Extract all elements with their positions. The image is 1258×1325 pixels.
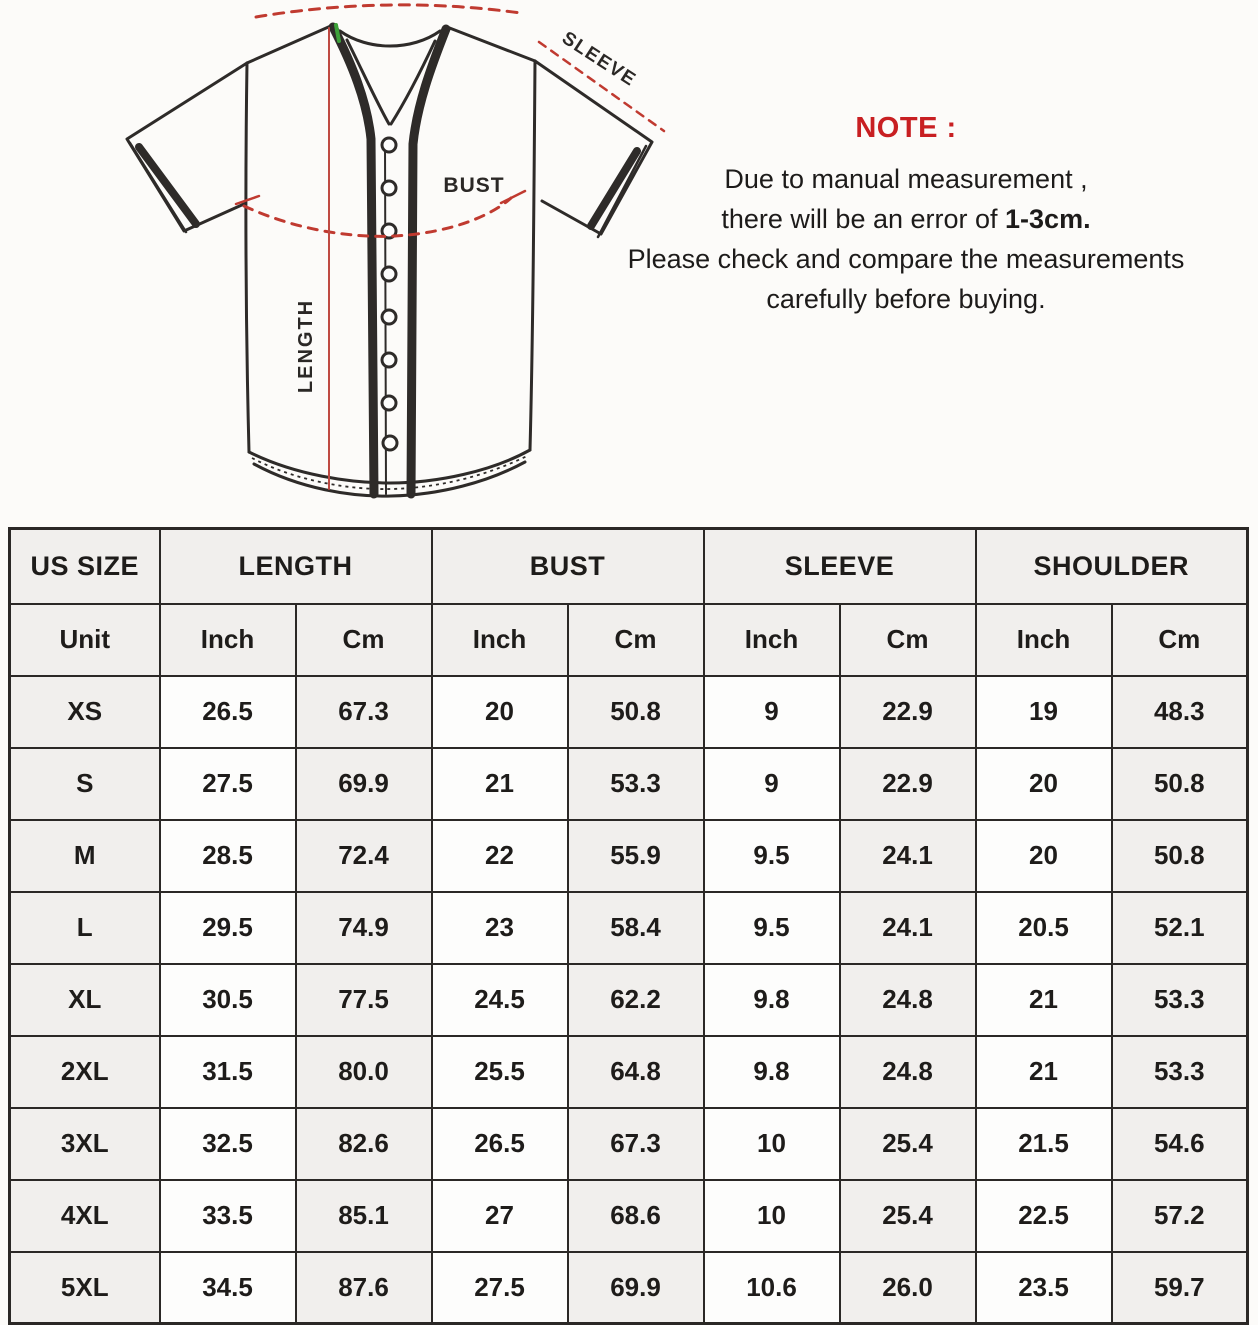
button: [382, 396, 396, 410]
sleeve-label: SLEEVE: [558, 27, 640, 92]
header-us-size: US SIZE: [10, 529, 160, 604]
size-value: 53.3: [1112, 1036, 1248, 1108]
size-value: 74.9: [296, 892, 432, 964]
size-label: XL: [10, 964, 160, 1036]
size-table-body: [10, 676, 1248, 1324]
placket-right-piping: [411, 29, 446, 494]
size-label: XS: [10, 676, 160, 748]
back-collar: [340, 31, 440, 46]
size-value: 58.4: [568, 892, 704, 964]
size-value: 9: [704, 748, 840, 820]
left-cuff-thick-stripe: [139, 147, 196, 224]
size-row-3XL: [10, 1108, 1248, 1180]
shoulder-measure-arc: [256, 5, 521, 17]
size-value: 9.5: [704, 892, 840, 964]
size-value: 57.2: [1112, 1180, 1248, 1252]
note-line-3: Please check and compare the measurements: [627, 244, 1185, 274]
size-value: 33.5: [160, 1180, 296, 1252]
size-value: 24.5: [432, 964, 568, 1036]
note-line-2-emphasis: 1-3cm.: [1005, 204, 1091, 234]
size-value: 54.6: [1112, 1108, 1248, 1180]
size-value: 25.4: [840, 1108, 976, 1180]
button: [382, 353, 396, 367]
note-title: NOTE :: [855, 112, 957, 144]
size-label: 3XL: [10, 1108, 160, 1180]
table-unit-row: [10, 604, 1248, 676]
size-row-M: [10, 820, 1248, 892]
size-value: 22.9: [840, 676, 976, 748]
size-value: 24.1: [840, 820, 976, 892]
left-side-seam: [246, 63, 249, 452]
size-value: 50.8: [568, 676, 704, 748]
right-side-seam: [530, 61, 535, 450]
size-value: 20: [976, 820, 1112, 892]
bust-label: BUST: [443, 174, 505, 197]
button: [382, 267, 396, 281]
size-value: 32.5: [160, 1108, 296, 1180]
left-cuff-thin-stripe: [130, 143, 186, 232]
size-value: 26.5: [432, 1108, 568, 1180]
size-value: 67.3: [568, 1108, 704, 1180]
size-value: 31.5: [160, 1036, 296, 1108]
size-value: 20: [432, 676, 568, 748]
size-value: 10: [704, 1108, 840, 1180]
size-value: 21: [976, 964, 1112, 1036]
size-value: 21: [976, 1036, 1112, 1108]
size-value: 80.0: [296, 1036, 432, 1108]
size-value: 22: [432, 820, 568, 892]
size-value: 48.3: [1112, 676, 1248, 748]
button: [382, 181, 396, 195]
size-value: 87.6: [296, 1252, 432, 1324]
size-value: 23: [432, 892, 568, 964]
size-row-L: [10, 892, 1248, 964]
size-value: 23.5: [976, 1252, 1112, 1324]
size-value: 27: [432, 1180, 568, 1252]
unit-inch: Inch: [976, 604, 1112, 676]
size-label: 2XL: [10, 1036, 160, 1108]
size-value: 59.7: [1112, 1252, 1248, 1324]
placket-left-piping: [333, 27, 374, 494]
size-value: 10: [704, 1180, 840, 1252]
size-value: 72.4: [296, 820, 432, 892]
size-value: 52.1: [1112, 892, 1248, 964]
length-label: LENGTH: [295, 298, 317, 394]
size-value: 27.5: [432, 1252, 568, 1324]
size-value: 24.8: [840, 964, 976, 1036]
size-row-XS: [10, 676, 1248, 748]
size-value: 22.9: [840, 748, 976, 820]
left-shoulder-seam: [247, 25, 333, 63]
placket-buttons: [382, 138, 397, 450]
size-value: 82.6: [296, 1108, 432, 1180]
size-label: 4XL: [10, 1180, 160, 1252]
size-value: 67.3: [296, 676, 432, 748]
size-value: 10.6: [704, 1252, 840, 1324]
hem-lower: [254, 462, 525, 496]
note-line-4: carefully before buying.: [766, 284, 1046, 314]
button: [383, 436, 397, 450]
unit-cm: Cm: [296, 604, 432, 676]
size-value: 9.5: [704, 820, 840, 892]
size-value: 24.1: [840, 892, 976, 964]
size-value: 77.5: [296, 964, 432, 1036]
size-label: 5XL: [10, 1252, 160, 1324]
size-value: 22.5: [976, 1180, 1112, 1252]
size-value: 19: [976, 676, 1112, 748]
jersey-diagram: [0, 0, 700, 515]
size-value: 26.5: [160, 676, 296, 748]
bust-right-tick: [501, 191, 525, 203]
unit-inch: Inch: [704, 604, 840, 676]
measurement-note: [600, 112, 1212, 319]
size-row-XL: [10, 964, 1248, 1036]
right-shoulder-seam: [447, 27, 535, 61]
size-value: 21: [432, 748, 568, 820]
size-value: 62.2: [568, 964, 704, 1036]
unit-inch: Inch: [432, 604, 568, 676]
size-value: 50.8: [1112, 820, 1248, 892]
unit-cm: Cm: [568, 604, 704, 676]
header-bust: BUST: [432, 529, 704, 604]
size-value: 85.1: [296, 1180, 432, 1252]
size-value: 26.0: [840, 1252, 976, 1324]
size-label: S: [10, 748, 160, 820]
size-value: 28.5: [160, 820, 296, 892]
bust-left-tick: [236, 196, 259, 204]
jersey-trim: [130, 27, 646, 494]
size-row-4XL: [10, 1180, 1248, 1252]
size-value: 24.8: [840, 1036, 976, 1108]
unit-inch: Inch: [160, 604, 296, 676]
size-value: 25.5: [432, 1036, 568, 1108]
bust-measure-line: [244, 198, 511, 236]
size-value: 20.5: [976, 892, 1112, 964]
unit-cm: Cm: [1112, 604, 1248, 676]
size-value: 25.4: [840, 1180, 976, 1252]
unit-label: Unit: [10, 604, 160, 676]
size-value: 50.8: [1112, 748, 1248, 820]
size-row-S: [10, 748, 1248, 820]
note-line-2: [600, 199, 1212, 239]
table-group-header-row: [10, 529, 1248, 604]
size-value: 64.8: [568, 1036, 704, 1108]
header-shoulder: SHOULDER: [976, 529, 1248, 604]
size-label: L: [10, 892, 160, 964]
size-value: 30.5: [160, 964, 296, 1036]
size-value: 34.5: [160, 1252, 296, 1324]
size-value: 20: [976, 748, 1112, 820]
button: [382, 138, 396, 152]
size-value: 55.9: [568, 820, 704, 892]
size-value: 27.5: [160, 748, 296, 820]
size-value: 53.3: [568, 748, 704, 820]
size-value: 69.9: [568, 1252, 704, 1324]
size-row-2XL: [10, 1036, 1248, 1108]
size-label: M: [10, 820, 160, 892]
note-line-2-text: there will be an error of: [721, 204, 1006, 234]
header-length: LENGTH: [160, 529, 432, 604]
size-value: 29.5: [160, 892, 296, 964]
size-value: 9.8: [704, 964, 840, 1036]
size-row-5XL: [10, 1252, 1248, 1324]
header-sleeve: SLEEVE: [704, 529, 976, 604]
size-table: [8, 527, 1249, 1325]
button: [382, 310, 396, 324]
size-value: 21.5: [976, 1108, 1112, 1180]
jersey-outline: [127, 25, 652, 496]
size-value: 69.9: [296, 748, 432, 820]
size-value: 68.6: [568, 1180, 704, 1252]
unit-cm: Cm: [840, 604, 976, 676]
size-value: 9.8: [704, 1036, 840, 1108]
size-value: 53.3: [1112, 964, 1248, 1036]
note-line-1: Due to manual measurement ,: [724, 164, 1088, 194]
size-value: 9: [704, 676, 840, 748]
